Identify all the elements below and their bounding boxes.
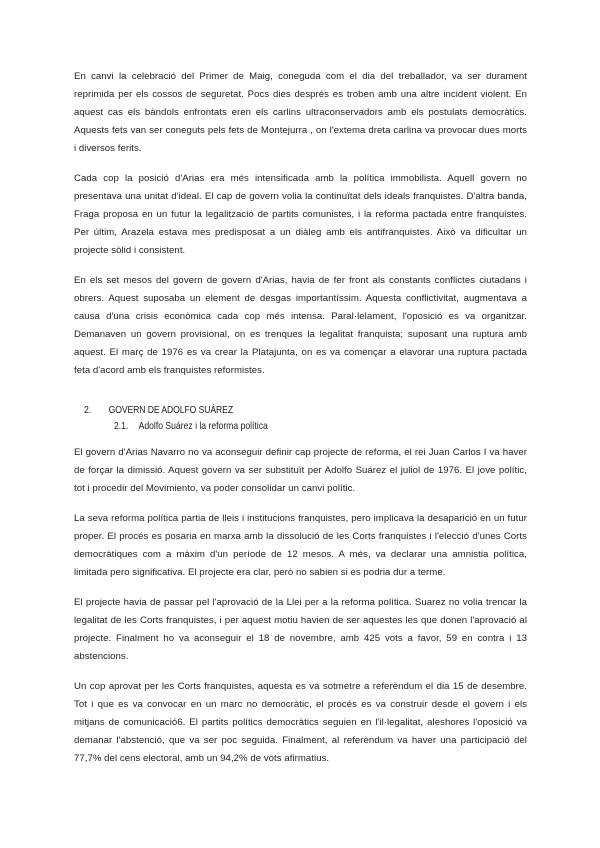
- paragraph-reforma-politica: La seva reforma política partia de lleis i institucions franquistes, pero implicava la desaparició en un futur proper. El procés es posaria en marxa amb la dissolució de les Corts franquistes i l'elecció d'unes Corts democràtiques com a màxim d'un període de 12 mesos. A més, va declarar una amnistia política, limitada pero significativa. El projecte era clar, però no sabien si es podria dur a terme.: [74, 513, 527, 578]
- paragraph-llei-reforma: El projecte havia de passar pel l'aprovació de la Llei per a la reforma política. Suarez no volia trencar la legalitat de les Corts franquistes, i per aquest motiu havien de ser aquestes les que donen l'aprovació al projecte. Finalment ho va aconseguir el 18 de novembre, amb 425 vots a favor, 59 en contra i 13 abstencions.: [74, 597, 527, 662]
- section-heading: [84, 402, 447, 418]
- paragraph-arias-navarro: El govern d'Arias Navarro no va aconseguir definir cap projecte de reforma, el rei Juan Carlos I va haver de forçar la dimissió. Aquest govern va ser substituït per Adolfo Suárez el juliol de 1976. El jove polític, tot i procedir del Movimiento, va poder consolidar un canvi polític.: [74, 447, 527, 494]
- paragraph-primer-de-maig: En canvi la celebració del Primer de Maig, coneguda com el dia del treballador, va ser durament reprimida per els cossos de seguretat. Pocs dies després es troben amb una altre incident violent. En aquest cas els bàndols enfrontats eren els carlins ultraconservadors amb els postulats democràtics. Aquests fets van ser coneguts pels fets de Montejurra , on l'extema dreta carlina va provocar dues morts i diversos ferits.: [74, 71, 527, 154]
- subsection-heading: [114, 418, 453, 434]
- section-number: 2.: [84, 404, 92, 416]
- paragraph-referendum: Un cop aprovat per les Corts franquistes, aquesta es va sotmetre a referèndum el dia 15 de desembre. Tot i que es va convocar en un marc no democràtic, el procés es va construir desde el govern i els mitjans de comunicació6. El partits polítics democràtics seguien en l'il·legalitat, aleshores l'oposició va demanar l'abstenció, que va ser poc seguida. Finalment, al referèndum va haver una participació del 77,7% del cens electoral, amb un 94,2% de vots afirmatius.: [74, 681, 527, 764]
- paragraph-set-mesos: En els set mesos del govern de govern d'Arias, havia de fer front als constants conflictes ciutadans i obrers. Aquest suposaba un element de desgas importantíssim. Aquesta conflictivitat, augmentava a causa d'una crisis econòmica cada cop més intensa. Paral·lelament, l'oposició es va organitzar. Demanaven un govern provisional, on es trenques la legalitat franquista; suposant una ruptura amb aquest. El març de 1976 es va crear la Platajunta, on es va començar a elavorar una ruptura pactada feta d'acord amb els franquistes reformistes.: [74, 275, 527, 376]
- subsection-title: Adolfo Suárez i la reforma política: [138, 420, 268, 432]
- section-heading-block: [74, 402, 527, 434]
- section-title: GOVERN DE ADOLFO SUÁREZ: [108, 404, 234, 416]
- paragraph-posicio-arias: Cada cop la posició d'Arias era més intensificada amb la política immobilista. Aquell govern no presentava una unitat d'ideal. El cap de govern volia la continuïtat dels ideals franquistes. D'altra banda, Fraga proposa en un futur la legalització de partits comunistes, i la reforma pactada entre franquistes. Per últim, Arazela estava mes predisposat a un diàleg amb els antifranquistes. Això va dificultar un projecte sòlid i consistent.: [74, 173, 527, 256]
- subsection-number: 2.1.: [114, 420, 129, 432]
